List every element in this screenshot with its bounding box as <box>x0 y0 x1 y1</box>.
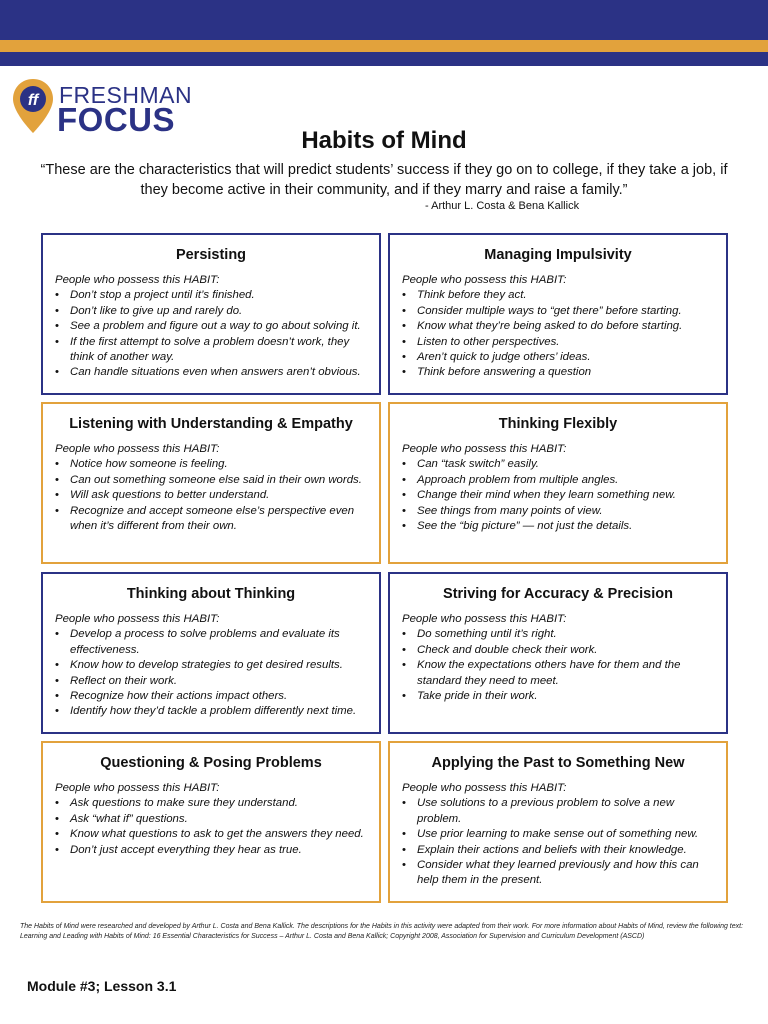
habit-card-intro: People who possess this HABIT: <box>402 443 567 455</box>
header-band <box>0 0 768 40</box>
habit-card-intro: People who possess this HABIT: <box>55 613 220 625</box>
list-item: • Think before answering a question <box>402 365 716 380</box>
habit-card-listening-empathy <box>41 402 381 564</box>
list-item: • See a problem and figure out a way to go about solving it. <box>55 319 369 334</box>
intro-quote: “These are the characteristics that will predict students’ success if they go on to college, if they take a job, if they become active in their community, and if they marry and raise a family.” <box>40 162 728 198</box>
habit-card-title: Striving for Accuracy & Precision <box>443 586 673 602</box>
list-item: • Ask “what if” questions. <box>55 812 369 827</box>
list-item: • Explain their actions and beliefs with their knowledge. <box>402 843 716 858</box>
page-title: Habits of Mind <box>301 127 467 154</box>
list-item: • Know the expectations others have for them and the standard they need to meet. <box>402 658 716 689</box>
habit-card-title: Persisting <box>175 247 247 263</box>
logo-word-freshman: FRESHMAN <box>59 82 193 108</box>
header-band-lower <box>0 52 768 66</box>
habit-card-title: Thinking about Thinking <box>126 586 296 602</box>
habit-card-intro: People who possess this HABIT: <box>402 613 567 625</box>
habit-card-intro: People who possess this HABIT: <box>55 274 220 286</box>
list-item: • Notice how someone is feeling. <box>55 457 369 472</box>
list-item: • Will ask questions to better understand. <box>55 488 369 503</box>
list-item: • Listen to other perspectives. <box>402 335 716 350</box>
source-footnote: The Habits of Mind were researched and developed by Arthur L. Costa and Bena Kallick. The descriptions for the Habits in this activity were adapted from their work. For more information about Habits of Mind, review the following text: Learning and Leading with Habits of Mind: 16 Essential Characteristics for Success – Arthur L. Costa and Bena Kallick; Copyright 2008, Association for Supervision and Curriculum Development (ASCD) <box>20 923 744 940</box>
list-item: • Use prior learning to make sense out of something new. <box>402 827 716 842</box>
list-item: • Develop a process to solve problems and evaluate its effectiveness. <box>55 627 369 658</box>
location-pin-icon <box>12 78 54 134</box>
habit-card-accuracy-precision <box>388 572 728 734</box>
habit-card-thinking-about-thinking <box>41 572 381 734</box>
list-item: • Check and double check their work. <box>402 643 716 658</box>
list-item: • Can handle situations even when answers aren’t obvious. <box>55 365 369 380</box>
habit-card-title: Applying the Past to Something New <box>431 755 685 771</box>
list-item: • Do something until it’s right. <box>402 627 716 642</box>
list-item: • Can out something someone else said in their own words. <box>55 473 369 488</box>
list-item: • Consider what they learned previously and how this can help them in the present. <box>402 858 716 889</box>
list-item: • Approach problem from multiple angles. <box>402 473 716 488</box>
logo-initials: ff <box>27 92 39 109</box>
habit-card-title: Questioning & Posing Problems <box>100 755 322 771</box>
list-item: • Recognize and accept someone else’s perspective even when it’s different from their own. <box>55 504 369 535</box>
list-item: • Don’t just accept everything they hear as true. <box>55 843 369 858</box>
header-stripe <box>0 40 768 52</box>
habit-card-intro: People who possess this HABIT: <box>55 782 220 794</box>
list-item: • Aren’t quick to judge others’ ideas. <box>402 350 716 365</box>
habit-card-intro: People who possess this HABIT: <box>402 782 567 794</box>
list-item: • See things from many points of view. <box>402 504 716 519</box>
list-item: • Know how to develop strategies to get desired results. <box>55 658 369 673</box>
list-item: • Know what questions to ask to get the answers they need. <box>55 827 369 842</box>
list-item: • Recognize how their actions impact others. <box>55 689 369 704</box>
list-item: • Take pride in their work. <box>402 689 716 704</box>
list-item: • Reflect on their work. <box>55 674 369 689</box>
habit-card-title: Thinking Flexibly <box>498 416 618 432</box>
habit-card-title: Managing Impulsivity <box>484 247 632 263</box>
habit-card-thinking-flexibly <box>388 402 728 564</box>
list-item: • If the first attempt to solve a problem doesn’t work, they think of another way. <box>55 335 369 366</box>
list-item: • Change their mind when they learn something new. <box>402 488 716 503</box>
list-item: • Consider multiple ways to “get there” before starting. <box>402 304 716 319</box>
list-item: • Think before they act. <box>402 288 716 303</box>
list-item: • Can “task switch” easily. <box>402 457 716 472</box>
quote-attribution: - Arthur L. Costa & Bena Kallick <box>425 200 580 212</box>
habit-card-intro: People who possess this HABIT: <box>402 274 567 286</box>
list-item: • See the “big picture” — not just the details. <box>402 519 716 534</box>
habit-card-managing-impulsivity <box>388 233 728 395</box>
list-item: • Know what they’re being asked to do before starting. <box>402 319 716 334</box>
list-item: • Don’t like to give up and rarely do. <box>55 304 369 319</box>
habit-card-intro: People who possess this HABIT: <box>55 443 220 455</box>
habit-card-questioning-posing <box>41 741 381 903</box>
list-item: • Don’t stop a project until it’s finished. <box>55 288 369 303</box>
logo-word-focus: FOCUS <box>57 101 175 138</box>
module-label: Module #3; Lesson 3.1 <box>27 978 177 994</box>
habit-card-applying-past <box>388 741 728 903</box>
list-item: • Ask questions to make sure they understand. <box>55 796 369 811</box>
habit-card-title: Listening with Understanding & Empathy <box>69 416 353 432</box>
list-item: • Use solutions to a previous problem to solve a new problem. <box>402 796 716 827</box>
habit-card-persisting <box>41 233 381 395</box>
list-item: • Identify how they’d tackle a problem differently next time. <box>55 704 369 719</box>
